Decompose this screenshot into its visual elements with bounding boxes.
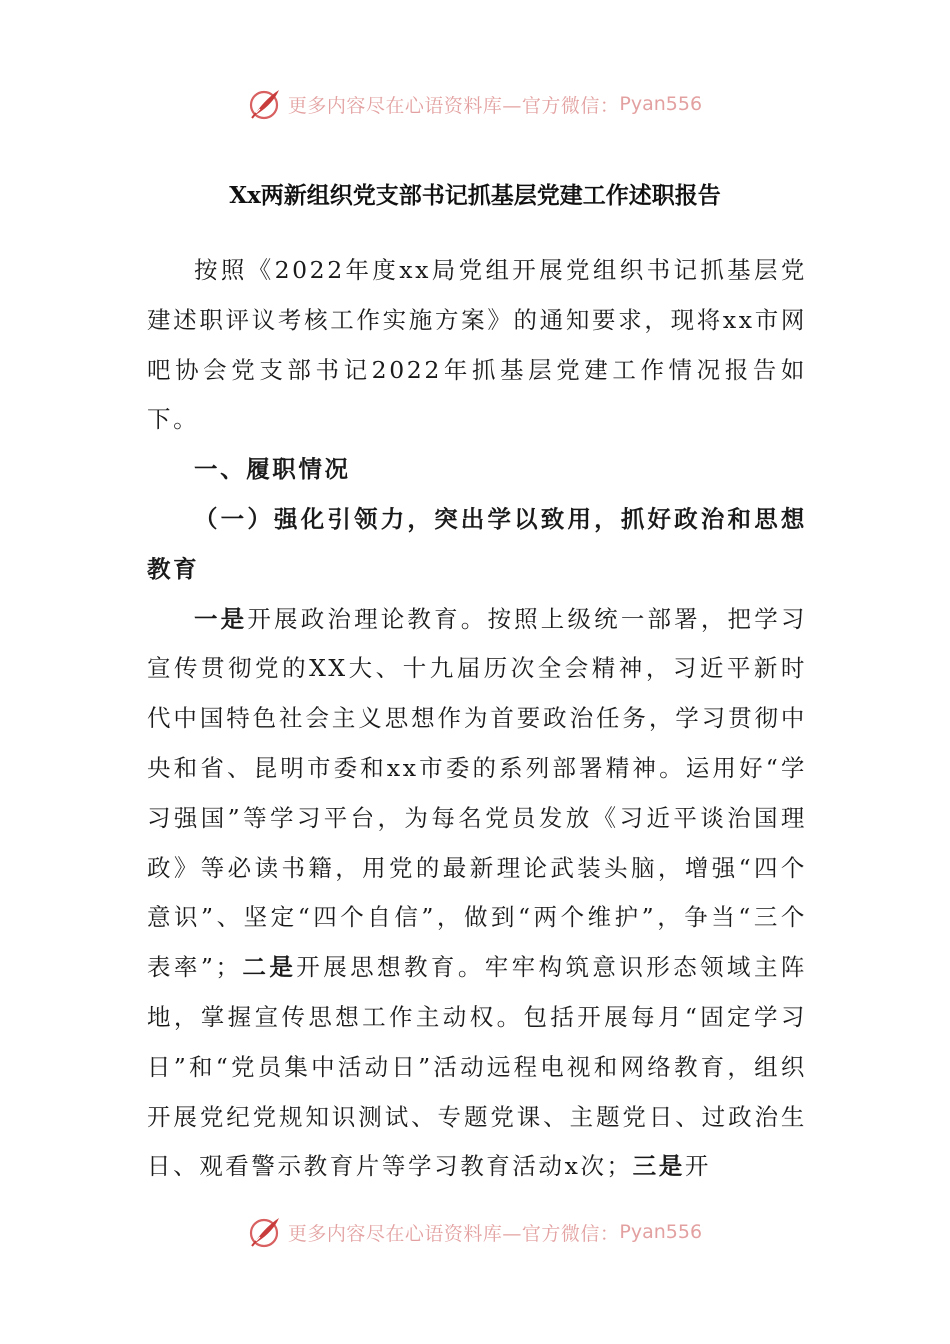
intro-paragraph: 按照《2022年度xx局党组开展党组织书记抓基层党建述职评议考核工作实施方案》的通知要求，现将xx市网吧协会党支部书记2022年抓基层党建工作情况报告如下。 (147, 256, 807, 434)
bold-lead-3: 三是 (632, 1152, 685, 1181)
watermark-wechat-id: Pyan556 (619, 1221, 703, 1243)
subsection-heading: （一）强化引领力，突出学以致用，抓好政治和思想教育 (147, 504, 807, 583)
bold-lead-2: 二是 (241, 953, 297, 982)
watermark-footer (0, 1212, 950, 1252)
paragraph-text-1: 开展政治理论教育。按照上级统一部署，把学习宣传贯彻党的XX大、十九届历次全会精神，习近平新时代中国特色社会主义思想作为首要政治任务，学习贯彻中央和省、昆明市委和xx市委的系列部署精神。运用好“学习强国”等学习平台，为每名党员发放《习近平谈治国理政》等必读书籍，用党的最新理论武装头脑，增强“四个意识”、坚定“四个自信”，做到“两个维护”，争当“三个表率”； (147, 604, 807, 982)
document-title: Xx两新组织党支部书记抓基层党建工作述职报告 (229, 182, 721, 209)
watermark-text: 更多内容尽在心语资料库—官方微信： (287, 94, 620, 117)
document-body (147, 246, 807, 1192)
paragraph-text-3: 开 (684, 1152, 711, 1181)
body-paragraph (147, 595, 807, 1193)
watermark-text: 更多内容尽在心语资料库—官方微信： (287, 1222, 620, 1245)
watermark-header (0, 84, 950, 124)
paragraph-text-2: 开展思想教育。牢牢构筑意识形态领域主阵地，掌握宣传思想工作主动权。包括开展每月“固定学习日”和“党员集中活动日”活动远程电视和网络教育，组织开展党纪党规知识测试、专题党课、主题党日、过政治生日、观看警示教育片等学习教育活动x次； (147, 953, 808, 1181)
watermark-wechat-id: Pyan556 (619, 93, 703, 115)
quill-pen-logo-icon (248, 1215, 282, 1249)
bold-lead-1: 一是 (194, 604, 248, 633)
section-heading: 一、履职情况 (194, 455, 351, 484)
quill-pen-logo-icon (248, 87, 282, 121)
